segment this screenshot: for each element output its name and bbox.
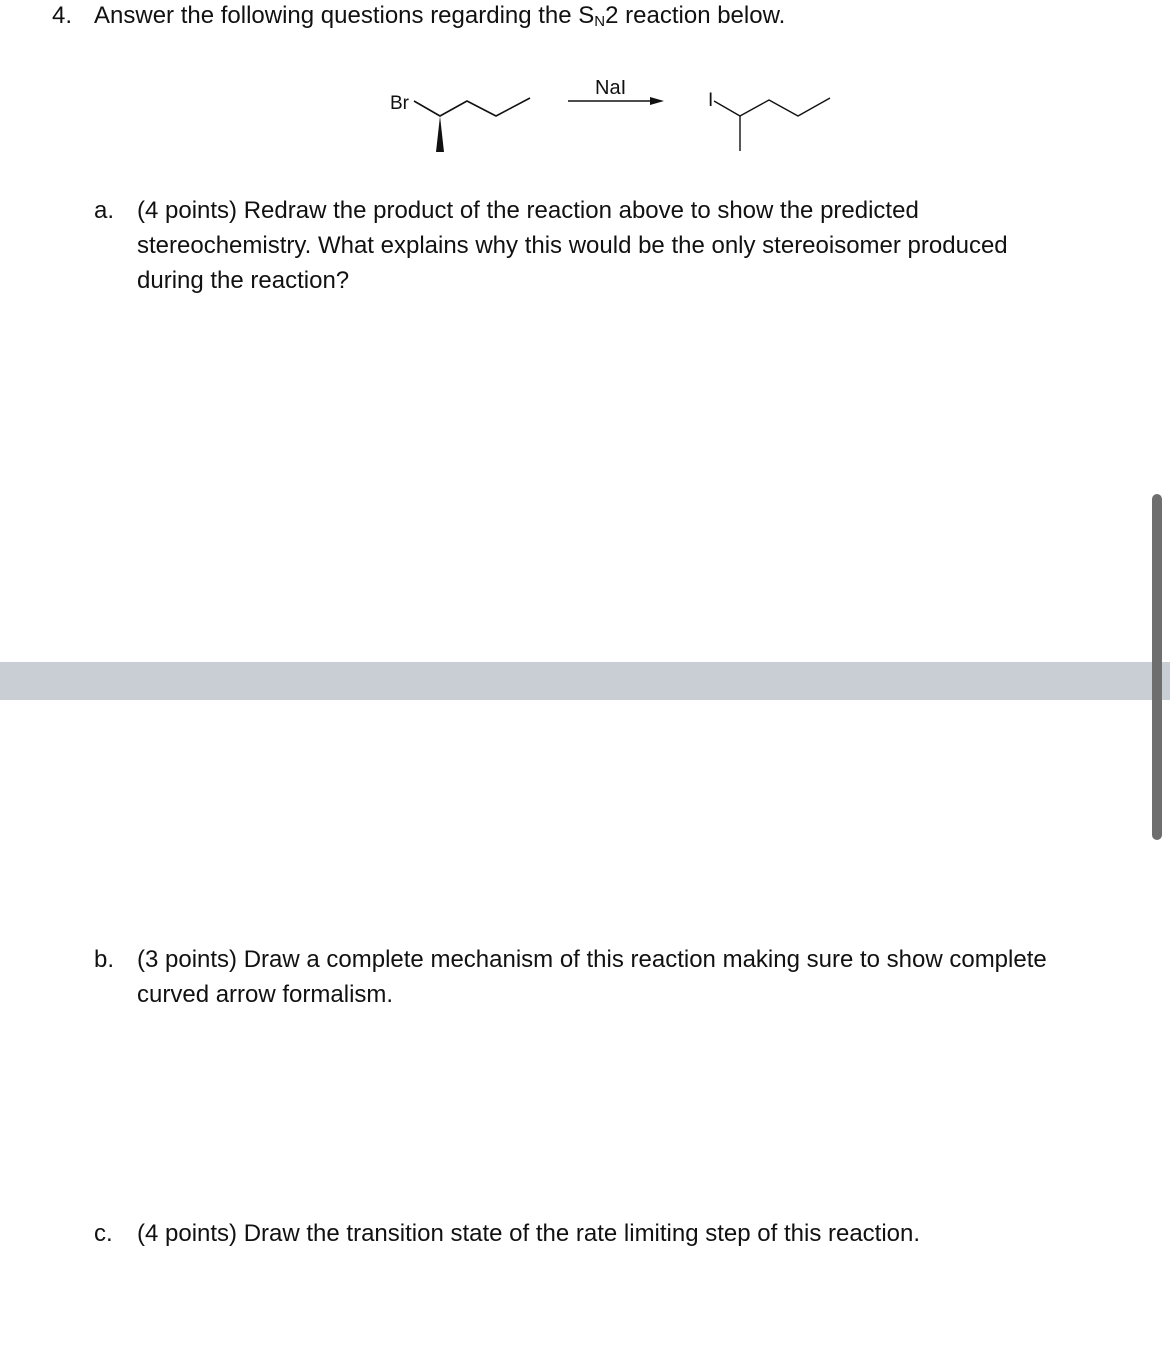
question-number: 4. <box>52 2 73 29</box>
part-b-line-1: (3 points) Draw a complete mechanism of this reaction making sure to show complete <box>137 946 1047 973</box>
part-c-letter: c. <box>94 1220 113 1247</box>
vertical-scrollbar[interactable] <box>1152 494 1162 840</box>
part-c-line-1: (4 points) Draw the transition state of the rate limiting step of this reaction. <box>137 1220 921 1247</box>
question-prompt-text-after: 2 reaction below. <box>605 2 786 29</box>
reagent-label: NaI <box>595 77 627 99</box>
reactant-br-label: Br <box>390 93 409 114</box>
product-skeleton <box>714 98 830 116</box>
part-a-line-3: during the reaction? <box>137 267 350 294</box>
reaction-arrowhead-icon <box>650 97 664 105</box>
reactant-skeleton <box>414 98 530 116</box>
question-prompt-text-before: Answer the following questions regarding the S <box>94 2 595 29</box>
part-a-line-1: (4 points) Redraw the product of the reaction above to show the predicted <box>137 197 919 224</box>
product-i-label: I <box>708 90 714 111</box>
part-a-letter: a. <box>94 197 115 224</box>
page-divider <box>0 662 1170 700</box>
part-a-line-2: stereochemistry. What explains why this would be the only stereoisomer produced <box>137 232 1008 259</box>
reactant-wedge-bond <box>436 116 444 152</box>
part-b-letter: b. <box>94 946 115 973</box>
question-prompt-subscript: N <box>594 13 606 30</box>
part-b-line-2: curved arrow formalism. <box>137 981 394 1008</box>
question-prompt <box>94 0 785 39</box>
